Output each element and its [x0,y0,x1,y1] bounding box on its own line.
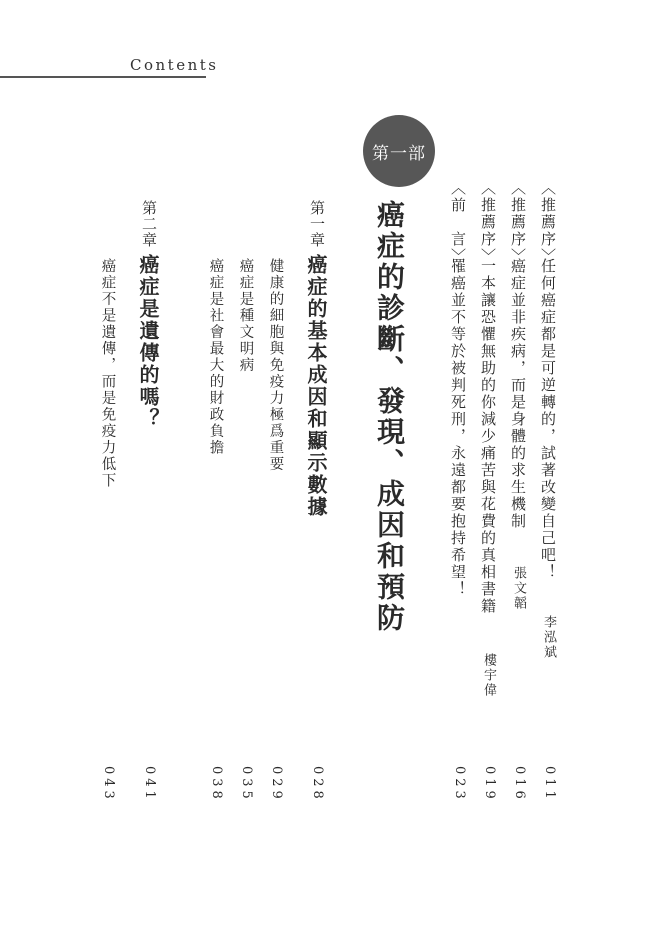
toc-entry-label: 〈推薦序〉 [539,180,557,265]
toc-entry-title: 一本讓恐懼無助的你減少痛苦與花費的真相書籍 [479,258,497,615]
toc-entry-label: 〈前 言〉 [449,180,467,265]
section-title: 癌症是種文明病 [237,258,254,374]
section-title: 健康的細胞與免疫力極爲重要 [267,258,284,473]
toc-page-number: 029 [269,766,284,803]
toc-page-number: 028 [310,766,325,803]
toc-entry-title: 癌症並非疾病，而是身體的求生機制 [509,258,527,530]
toc-page-number: 041 [142,766,157,803]
toc-entry-author: 樓宇偉 [481,653,496,698]
toc-page-number: 019 [482,766,497,803]
chapter-number: 第一章 [308,200,326,248]
chapter-title: 癌症是遺傳的嗎？ [136,254,160,430]
toc-page-number: 038 [209,766,224,803]
part-badge [363,115,435,187]
toc-entry-label: 〈推薦序〉 [479,180,497,265]
toc-page-number: 016 [512,766,527,803]
toc-page-number: 043 [101,766,116,803]
toc-entry-title: 任何癌症都是可逆轉的，試著改變自己吧！ [539,258,557,581]
chapter-number: 第二章 [140,200,158,248]
toc-entry-title: 罹癌並不等於被判死刑，永遠都要抱持希望！ [449,258,467,598]
toc-entry-author: 張文韜 [511,566,526,611]
chapter-title: 癌症的基本成因和顯示數據 [304,254,328,518]
toc-page-number: 035 [239,766,254,803]
toc-page-number: 023 [452,766,467,803]
part-badge-label: 第一部 [372,143,426,164]
page-header-title: Contents [130,56,219,74]
toc-entry-author: 李泓斌 [541,615,556,660]
toc-page-number: 011 [542,766,557,803]
toc-entry-label: 〈推薦序〉 [509,180,527,265]
header-rule [0,76,206,78]
part-title: 癌症的診斷、發現、成因和預防 [373,200,406,634]
section-title: 癌症是社會最大的財政負擔 [207,258,224,456]
section-title: 癌症不是遺傳，而是免疫力低下 [99,258,116,489]
